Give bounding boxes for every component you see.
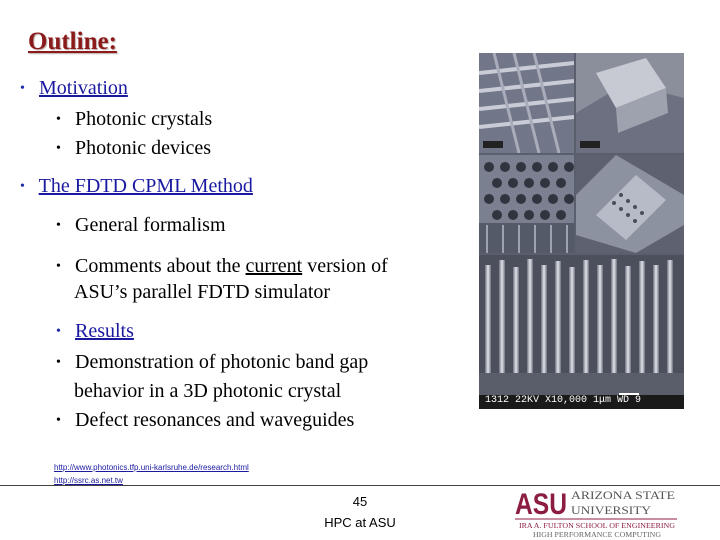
asu-logo [515,487,683,539]
bullet-fdtd [20,174,253,199]
sem-panel-waveguide [576,53,684,153]
bullet-comments [56,254,388,279]
sem-image-collage [479,53,684,409]
bullet-dot: • [20,81,25,96]
bullet-dot: • [56,355,61,370]
sem-scale-caption: 1312 22KV X10,000 1μm WD 9 [485,395,642,406]
bullet-dot: • [56,141,61,156]
bullet-dot: • [56,259,61,274]
bullet-demo [56,350,368,375]
sem-panel-hole-array [479,155,574,253]
reference-link-1[interactable]: http://www.photonics.tfp.uni-karlsruhe.de/research.html [54,463,249,472]
bullet-text: Photonic crystals [75,108,213,130]
sem-panel-slab [576,155,684,253]
bullet-text: Defect resonances and waveguides [75,409,355,431]
motivation-link[interactable]: Motivation [39,77,128,99]
asu-logo-hpc: HIGH PERFORMANCE COMPUTING [533,531,661,539]
reference-link-2[interactable]: http://ssrc.as.net.tw [54,476,123,485]
bullet-text: version of [302,255,388,277]
results-link[interactable]: Results [75,320,134,342]
bullet-photonic-crystals [56,107,212,132]
bullet-dot: • [56,218,61,233]
bullet-general [56,213,226,238]
bullet-demo-line2: behavior in a 3D photonic crystal [74,380,342,402]
reference-links [54,461,249,487]
asu-logo-arizona-state: ARIZONA STATE [571,488,675,502]
sem-panel-woodpile [479,53,574,153]
asu-logo-letters: ASU [515,488,567,521]
page-number: 45 [352,494,368,509]
bullet-text: General formalism [75,214,226,236]
bullet-motivation [20,76,128,101]
bullet-dot: • [20,179,25,194]
footer-divider [0,485,720,486]
bullet-text: Photonic devices [75,137,212,159]
bullet-comments-line2: ASU’s parallel FDTD simulator [74,281,331,303]
bullet-results [56,319,134,344]
bullet-text-current: current [245,255,303,277]
bullet-text: Comments about the [75,255,246,277]
bullet-text: Demonstration of photonic band gap [75,351,369,373]
slide-title: Outline: [28,28,117,55]
bullet-defect [56,408,354,433]
asu-logo-university: UNIVERSITY [571,503,652,517]
footer-label: HPC at ASU [324,515,396,530]
sem-panel-pillars [479,255,684,409]
bullet-dot: • [56,324,61,339]
asu-logo-school: IRA A. FULTON SCHOOL OF ENGINEERING [519,522,675,530]
fdtd-link[interactable]: The FDTD CPML Method [38,175,253,197]
bullet-dot: • [56,413,61,428]
bullet-photonic-devices [56,136,211,161]
bullet-dot: • [56,112,61,127]
